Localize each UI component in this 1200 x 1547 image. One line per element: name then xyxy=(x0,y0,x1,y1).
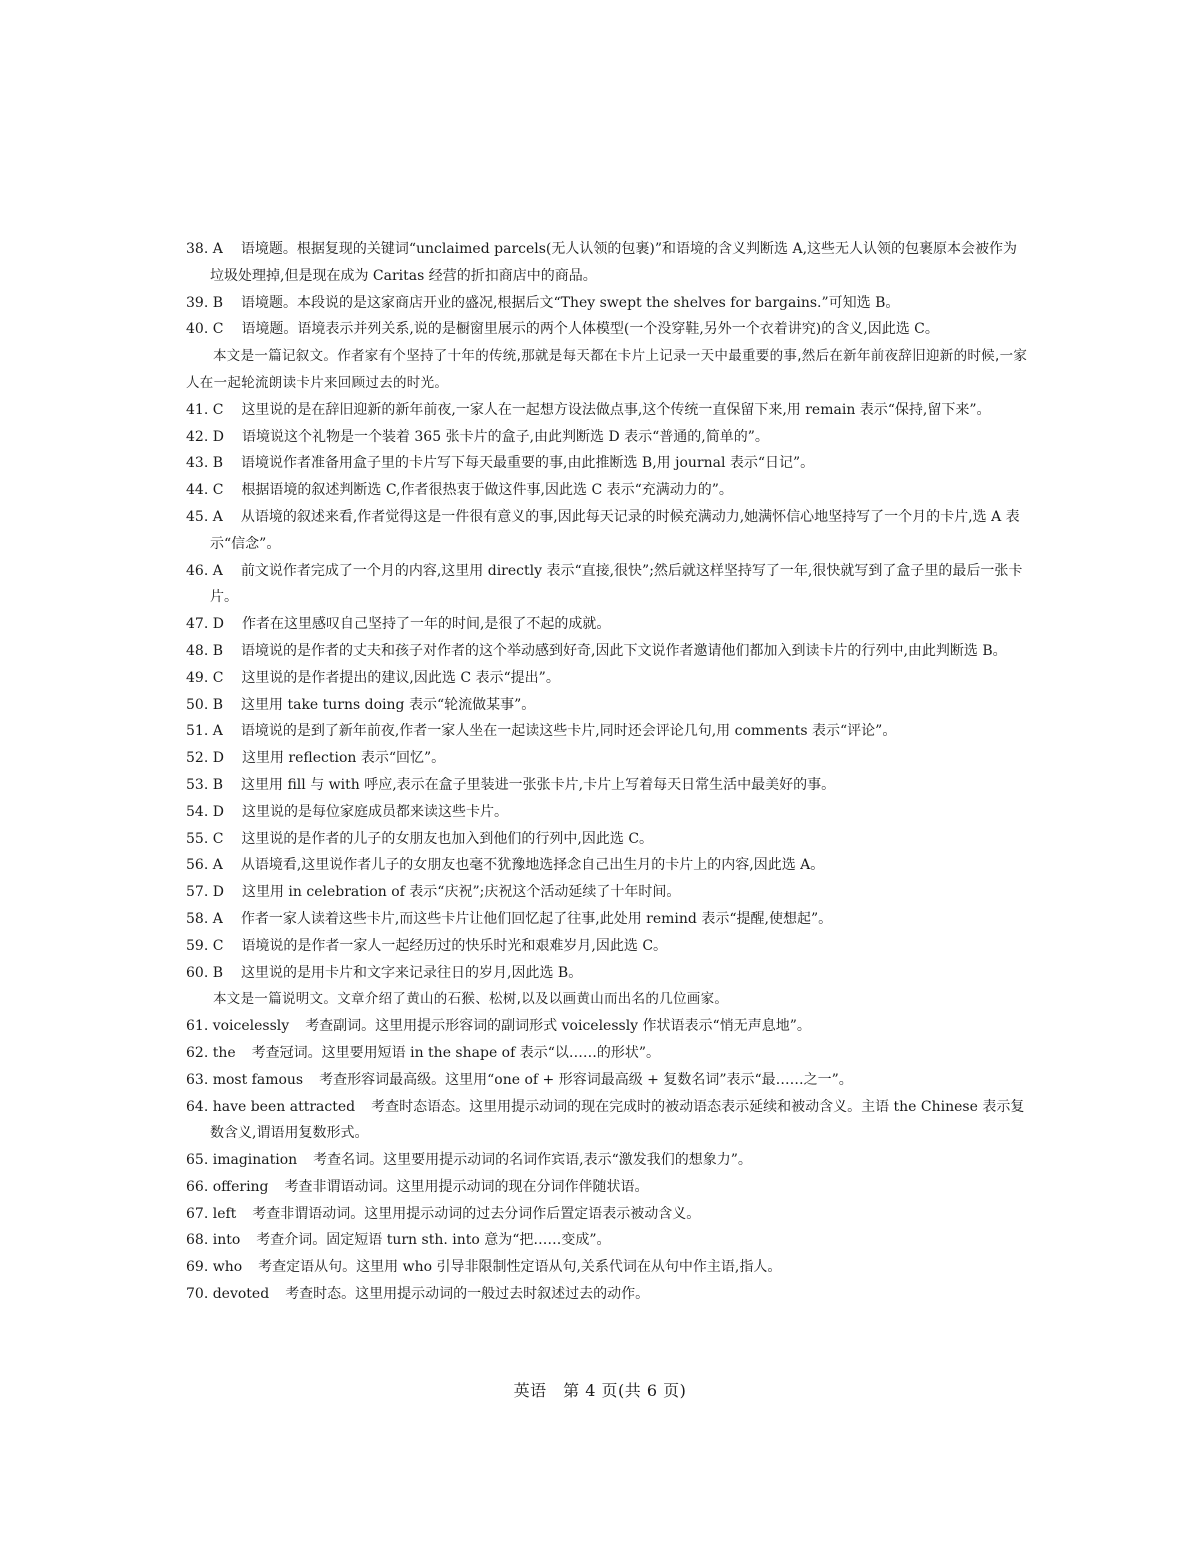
answer-number: 65. imagination xyxy=(186,1152,298,1169)
explanation-item xyxy=(186,692,1030,719)
explanation-item xyxy=(186,1013,1030,1040)
explanation-item xyxy=(186,1174,1030,1201)
answer-number: 66. offering xyxy=(186,1178,269,1195)
answer-number: 63. most famous xyxy=(186,1071,304,1088)
explanation-text: 前文说作者完成了一个月的内容,这里用 directly 表示“直接,很快”;然后就这样坚持写了一年,很快就写到了盒子里的最后一张卡片。 xyxy=(210,562,1023,606)
explanation-text: 考查时态。这里用提示动词的一般过去时叙述过去的动作。 xyxy=(285,1286,650,1303)
explanation-text: 语境说的是作者的丈夫和孩子对作者的这个举动感到好奇,因此下文说作者邀请他们都加入到读卡片的行列中,由此判断选 B。 xyxy=(241,642,1007,659)
explanation-text: 作者在这里感叹自己坚持了一年的时间,是很了不起的成就。 xyxy=(241,616,611,633)
answer-number: 70. devoted xyxy=(186,1286,270,1303)
answer-number: 53. B xyxy=(186,776,224,793)
explanation-text: 语境说的是到了新年前夜,作者一家人坐在一起读这些卡片,同时还会评论几句,用 comments 表示“评论”。 xyxy=(240,723,897,740)
answer-number: 57. D xyxy=(186,884,224,901)
answer-number: 46. A xyxy=(186,562,223,579)
explanation-text: 这里用 in celebration of 表示“庆祝”;庆祝这个活动延续了十年时间。 xyxy=(241,884,681,901)
passage-summary-cloze: 本文是一篇记叙文。作者家有个坚持了十年的传统,那就是每天都在卡片上记录一天中最重要的事,然后在新年前夜辞旧迎新的时候,一家人在一起轮流朗读卡片来回顾过去的时光。 xyxy=(186,348,1028,391)
answer-number: 61. voicelessly xyxy=(186,1018,290,1035)
explanation-text: 考查名词。这里要用提示动词的名词作宾语,表示“激发我们的想象力”。 xyxy=(313,1152,752,1169)
answer-number: 55. C xyxy=(186,830,224,847)
explanation-item xyxy=(186,477,1030,504)
explanation-text: 语境题。根据复现的关键词“unclaimed parcels(无人认领的包裹)”和语境的含义判断选 A,这些无人认领的包裹原本会被作为垃圾处理掉,但是现在成为 Caritas 经营的折扣商店中的商品。 xyxy=(210,241,1018,284)
explanation-item xyxy=(186,1147,1030,1174)
explanation-text: 这里用 reflection 表示“回忆”。 xyxy=(241,750,446,767)
explanation-item xyxy=(186,424,1030,451)
explanation-item xyxy=(186,397,1030,424)
explanation-item xyxy=(186,933,1030,960)
explanations-38-40 xyxy=(186,236,1030,343)
explanation-text: 语境说这个礼物是一个装着 365 张卡片的盒子,由此判断选 D 表示“普通的,简单的”。 xyxy=(241,428,769,445)
explanation-text: 这里说的是用卡片和文字来记录往日的岁月,因此选 B。 xyxy=(241,964,583,981)
explanation-item xyxy=(186,290,1030,317)
explanation-text: 考查非谓语动词。这里用提示动词的现在分词作伴随状语。 xyxy=(284,1178,649,1195)
explanation-text: 从语境看,这里说作者儿子的女朋友也毫不犹豫地选择念自己出生月的卡片上的内容,因此选 A。 xyxy=(240,857,825,874)
explanations-61-70 xyxy=(186,1013,1030,1308)
explanation-text: 考查时态语态。这里用提示动词的现在完成时的被动语态表示延续和被动含义。主语 the Chinese 表示复数含义,谓语用复数形式。 xyxy=(210,1098,1025,1142)
explanation-text: 语境说作者准备用盒子里的卡片写下每天最重要的事,由此推断选 B,用 journal 表示“日记”。 xyxy=(241,455,815,472)
explanation-item xyxy=(186,1094,1030,1148)
explanation-text: 这里说的是作者提出的建议,因此选 C 表示“提出”。 xyxy=(241,669,560,686)
explanation-item xyxy=(186,1067,1030,1094)
explanation-item xyxy=(186,1281,1030,1308)
answer-explanations xyxy=(186,236,1030,1308)
explanation-item xyxy=(186,745,1030,772)
explanation-text: 这里用 fill 与 with 呼应,表示在盒子里装进一张张卡片,卡片上写着每天日常生活中最美好的事。 xyxy=(241,776,836,793)
explanation-item xyxy=(186,450,1030,477)
explanation-item xyxy=(186,1227,1030,1254)
answer-number: 43. B xyxy=(186,455,224,472)
answer-number: 45. A xyxy=(186,508,223,525)
answer-number: 69. who xyxy=(186,1259,243,1276)
explanation-item xyxy=(186,772,1030,799)
explanation-item xyxy=(186,611,1030,638)
answer-number: 68. into xyxy=(186,1232,241,1249)
answer-number: 38. A xyxy=(186,241,223,257)
answer-number: 64. have been attracted xyxy=(186,1098,356,1115)
explanation-text: 这里说的是在辞旧迎新的新年前夜,一家人在一起想方设法做点事,这个传统一直保留下来,用 remain 表示“保持,留下来”。 xyxy=(241,401,991,418)
answer-number: 58. A xyxy=(186,910,223,927)
explanation-text: 这里说的是每位家庭成员都来读这些卡片。 xyxy=(241,803,508,820)
explanation-item xyxy=(186,826,1030,853)
explanation-item xyxy=(186,665,1030,692)
explanation-text: 考查副词。这里用提示形容词的副词形式 voicelessly 作状语表示“悄无声息地”。 xyxy=(305,1018,811,1035)
explanation-text: 考查冠词。这里要用短语 in the shape of 表示“以……的形状”。 xyxy=(251,1044,661,1061)
answer-number: 49. C xyxy=(186,669,224,686)
explanation-item xyxy=(186,1201,1030,1228)
answer-number: 52. D xyxy=(186,750,224,767)
answer-number: 44. C xyxy=(186,482,224,499)
explanation-item xyxy=(186,1040,1030,1067)
explanation-text: 考查定语从句。这里用 who 引导非限制性定语从句,关系代词在从句中作主语,指人。 xyxy=(258,1259,782,1276)
answer-number: 59. C xyxy=(186,937,224,954)
answer-number: 54. D xyxy=(186,803,224,820)
explanation-item xyxy=(186,558,1030,612)
explanation-text: 根据语境的叙述判断选 C,作者很热衷于做这件事,因此选 C 表示“充满动力的”。 xyxy=(241,482,733,499)
answer-number: 50. B xyxy=(186,696,224,713)
explanation-text: 语境题。语境表示并列关系,说的是橱窗里展示的两个人体模型(一个没穿鞋,另外一个衣着讲究)的含义,因此选 C。 xyxy=(241,321,939,338)
explanation-text: 考查介词。固定短语 turn sth. into 意为“把……变成”。 xyxy=(256,1232,611,1249)
explanation-item xyxy=(186,906,1030,933)
page-footer: 英语 第 4 页(共 6 页) xyxy=(513,1381,687,1400)
explanations-41-60 xyxy=(186,397,1030,987)
answer-number: 40. C xyxy=(186,321,224,338)
explanation-item xyxy=(186,316,1030,343)
explanation-item xyxy=(186,236,1030,290)
explanation-text: 作者一家人读着这些卡片,而这些卡片让他们回忆起了往事,此处用 remind 表示“提醒,使想起”。 xyxy=(240,910,833,927)
explanation-item xyxy=(186,879,1030,906)
answer-number: 41. C xyxy=(186,401,224,418)
answer-number: 51. A xyxy=(186,723,223,740)
explanation-item xyxy=(186,852,1030,879)
explanation-item xyxy=(186,1254,1030,1281)
explanation-item xyxy=(186,960,1030,987)
passage-summary-grammar: 本文是一篇说明文。文章介绍了黄山的石猴、松树,以及以画黄山而出名的几位画家。 xyxy=(213,991,729,1008)
explanation-text: 语境说的是作者一家人一起经历过的快乐时光和艰难岁月,因此选 C。 xyxy=(241,937,668,954)
explanation-text: 这里用 take turns doing 表示“轮流做某事”。 xyxy=(241,696,536,713)
explanation-text: 考查形容词最高级。这里用“one of + 形容词最高级 + 复数名词”表示“最……之一”。 xyxy=(319,1071,853,1088)
answer-number: 56. A xyxy=(186,857,223,874)
explanation-item xyxy=(186,799,1030,826)
explanation-item xyxy=(186,718,1030,745)
answer-number: 39. B xyxy=(186,294,224,311)
explanation-item xyxy=(186,638,1030,665)
answer-number: 60. B xyxy=(186,964,224,981)
answer-number: 48. B xyxy=(186,642,224,659)
answer-number: 67. left xyxy=(186,1205,237,1222)
explanation-item xyxy=(186,504,1030,558)
explanation-text: 这里说的是作者的儿子的女朋友也加入到他们的行列中,因此选 C。 xyxy=(241,830,654,847)
answer-number: 47. D xyxy=(186,616,224,633)
answer-number: 62. the xyxy=(186,1044,236,1061)
explanation-text: 从语境的叙述来看,作者觉得这是一件很有意义的事,因此每天记录的时候充满动力,她满怀信心地坚持写了一个月的卡片,选 A 表示“信念”。 xyxy=(210,508,1020,552)
answer-number: 42. D xyxy=(186,428,224,445)
explanation-text: 语境题。本段说的是这家商店开业的盛况,根据后文“They swept the shelves for bargains.”可知选 B。 xyxy=(241,294,900,311)
explanation-text: 考查非谓语动词。这里用提示动词的过去分词作后置定语表示被动含义。 xyxy=(252,1205,701,1222)
